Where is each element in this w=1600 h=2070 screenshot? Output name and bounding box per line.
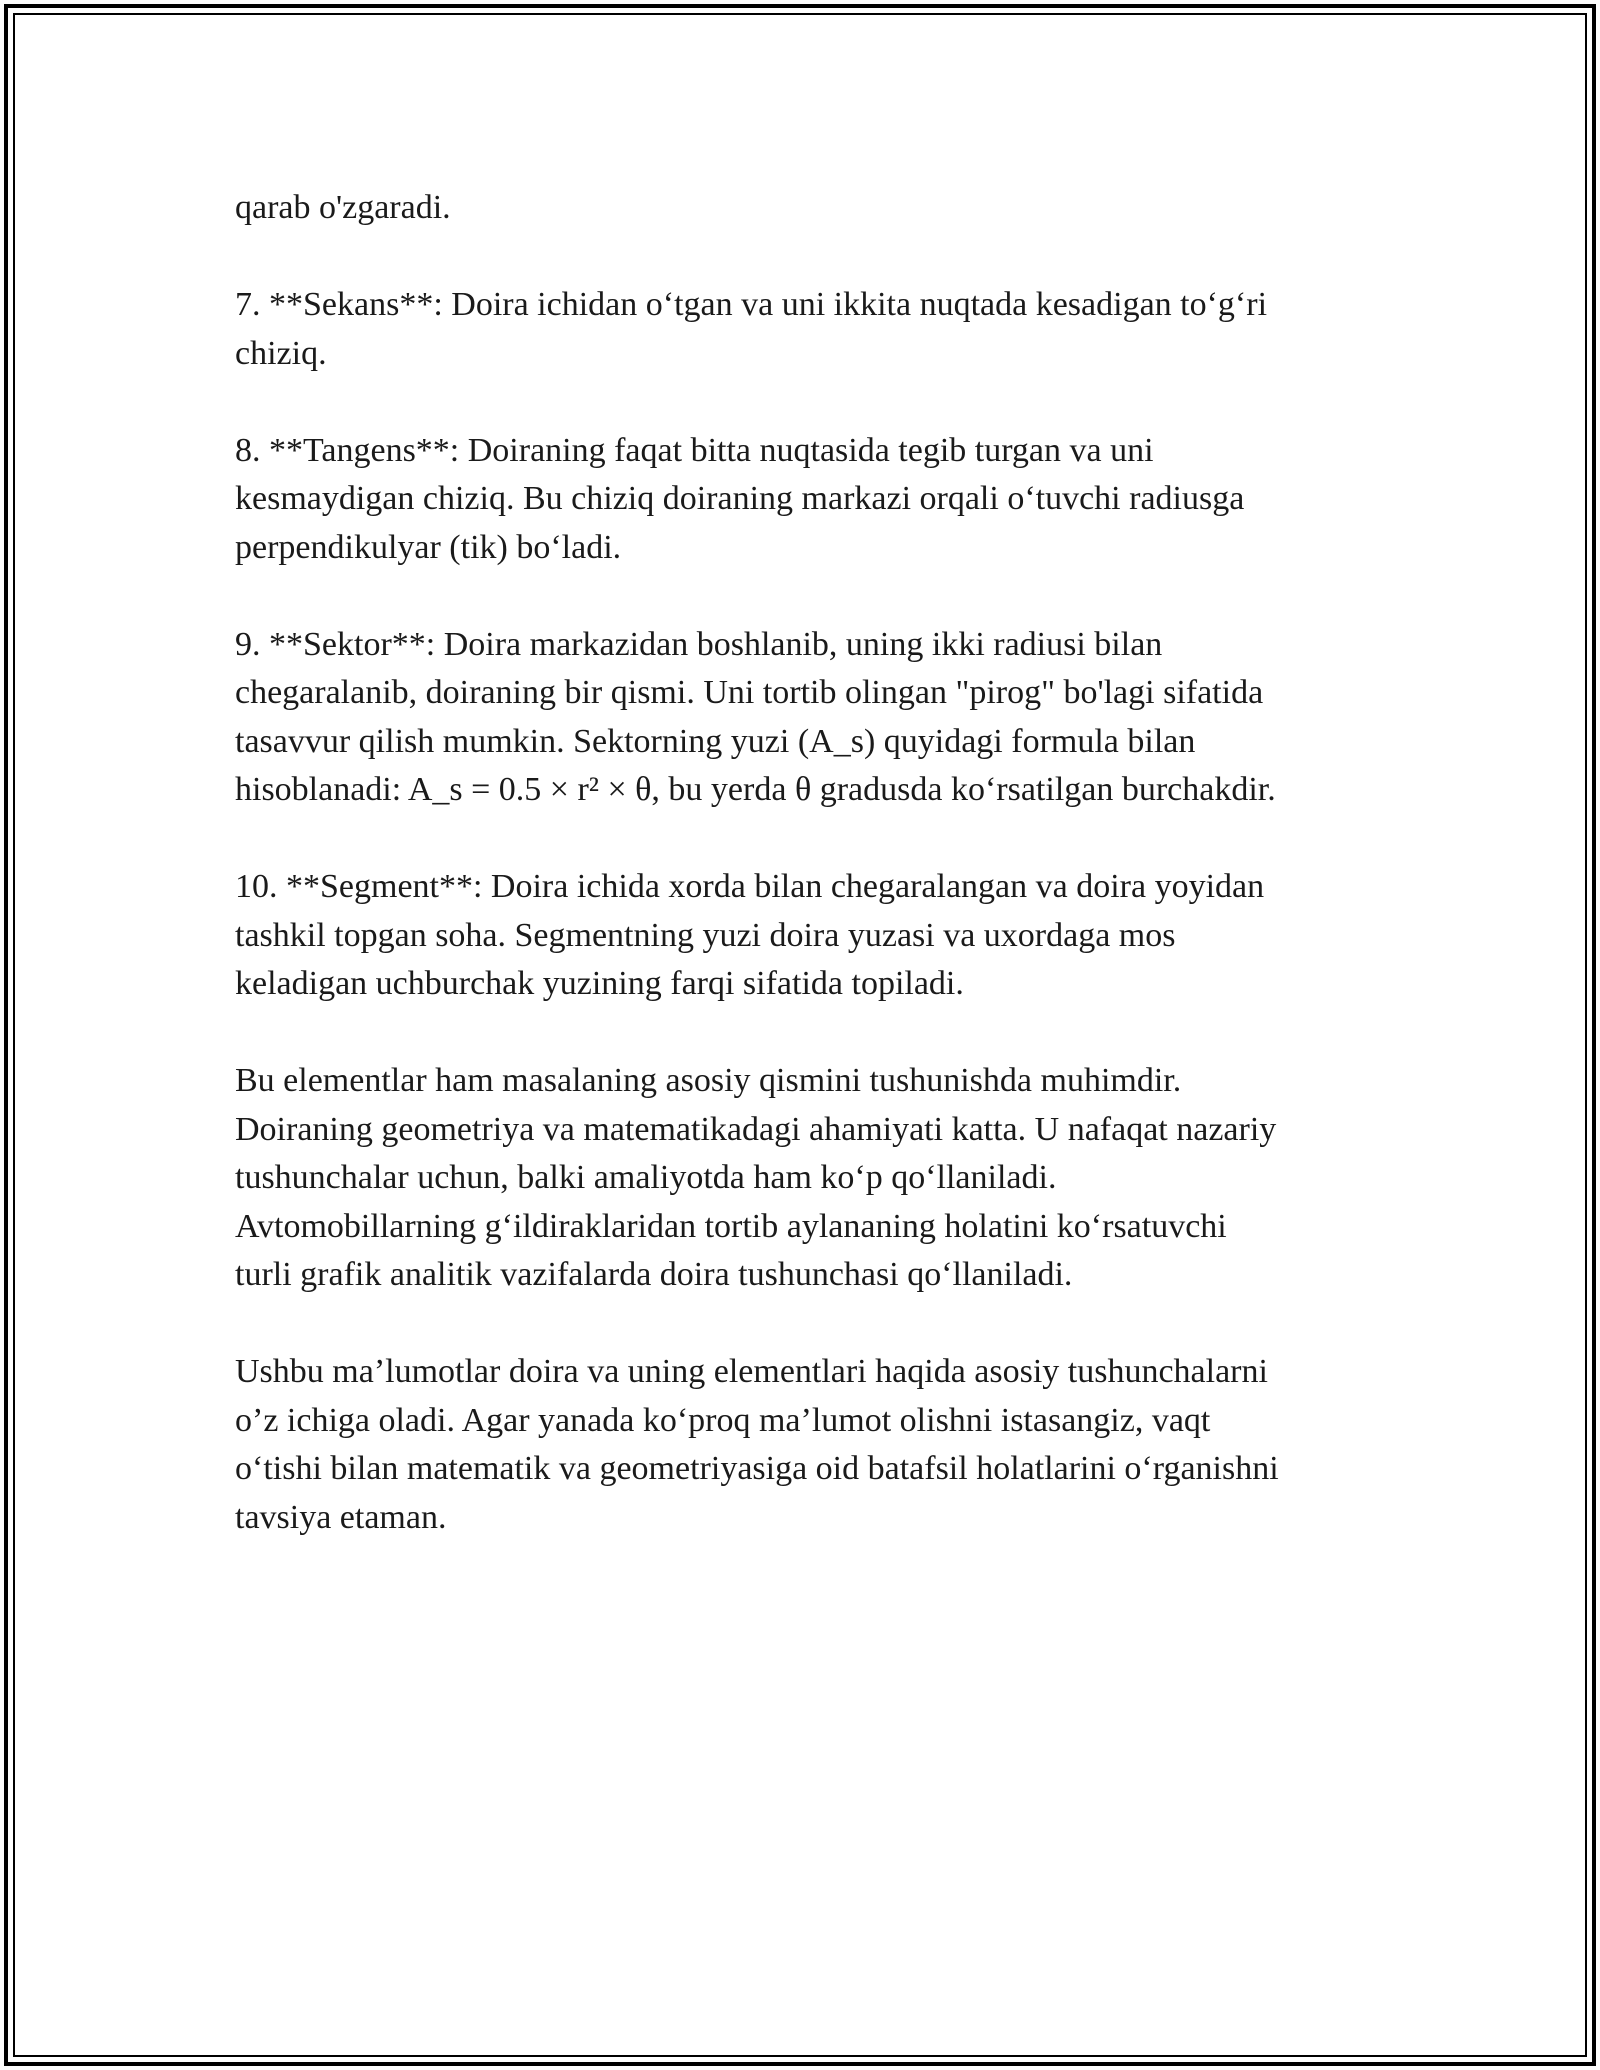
paragraph-tangens: 8. **Tangens**: Doiraning faqat bitta nuqtasida tegib turgan va uni kesmaydigan chiziq. Bu chiziq doiraning markazi orqali o‘tuvchi radiusga perpendikulyar (tik) bo‘ladi.	[235, 431, 1245, 566]
paragraph-closing: Ushbu ma’lumotlar doira va uning elementlari haqida asosiy tushunchalarni o’z ichiga oladi. Agar yanada ko‘proq ma’lumot olishni istasangiz, vaqt o‘tishi bilan matematik va geometriyasiga oid batafsil holatlarini o‘rganishni tavsiya etaman.	[235, 1353, 1279, 1536]
document-body	[235, 184, 1375, 1591]
paragraph-segment: 10. **Segment**: Doira ichida xorda bilan chegaralangan va doira yoyidan tashkil topgan soha. Segmentning yuzi doira yuzasi va uxordaga mos keladigan uchburchak yuzining farqi sifatida topiladi.	[235, 868, 1265, 1002]
paragraph-continuation: qarab o'zgaradi.	[235, 189, 451, 226]
paragraph-sektor: 9. **Sektor**: Doira markazidan boshlanib, uning ikki radiusi bilan chegaralanib, doiraning bir qismi. Uni tortib olingan "pirog" bo'lagi sifatida tasavvur qilish mumkin. Sektorning yuzi (A_s) quyidagi formula bilan hisoblanadi: A_s = 0.5 × r² × θ, bu yerda θ gradusda ko‘rsatilgan burchakdir.	[235, 625, 1276, 808]
paragraph-summary: Bu elementlar ham masalaning asosiy qismini tushunishda muhimdir. Doiraning geometriya va matematikadagi ahamiyati katta. U nafaqat nazariy tushunchalar uchun, balki amaliyotda ham ko‘p qo‘llaniladi. Avtomobillarning g‘ildiraklaridan tortib aylananing holatini ko‘rsatuvchi turli grafik analitik vazifalarda doira tushunchasi qo‘llaniladi.	[235, 1062, 1277, 1293]
paragraph-sekans: 7. **Sekans**: Doira ichidan o‘tgan va uni ikkita nuqtada kesadigan to‘g‘ri chiziq.	[235, 286, 1268, 372]
